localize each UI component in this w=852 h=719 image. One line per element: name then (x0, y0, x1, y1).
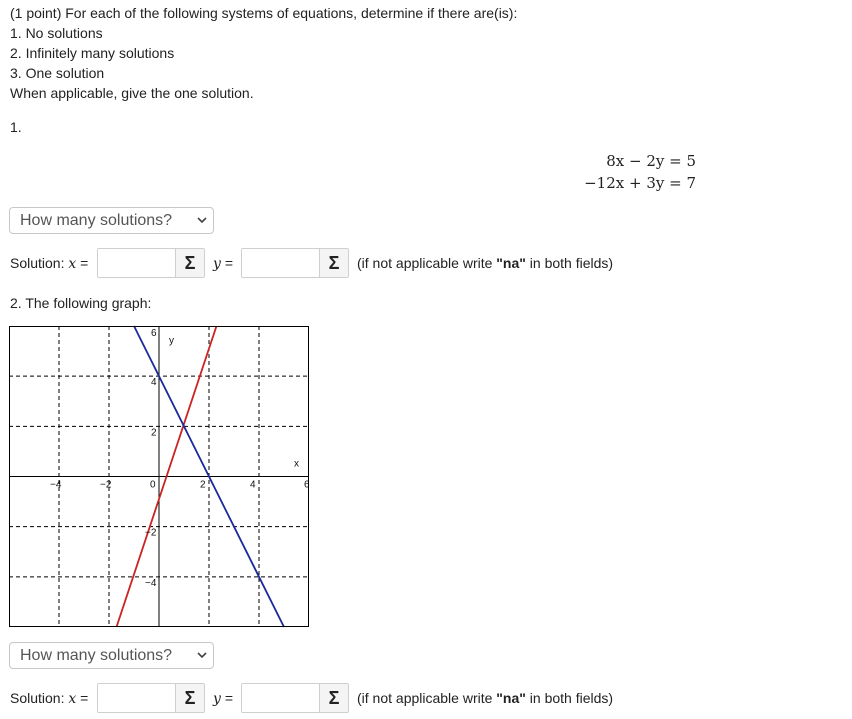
x-tick-label: 6 (304, 479, 310, 491)
graph (9, 326, 309, 627)
x-tick-label: 0 (150, 479, 156, 491)
chevron-down-icon (197, 651, 207, 659)
sigma-icon[interactable]: Σ (319, 684, 348, 712)
intro-line-4: 3. One solution (10, 65, 105, 81)
x-axis-label: x (294, 458, 299, 470)
y-answer-field-2[interactable] (241, 683, 349, 713)
x-answer-field-2[interactable] (97, 683, 205, 713)
intro-line-2: 1. No solutions (10, 25, 103, 41)
x-tick-label: 2 (200, 479, 206, 491)
sigma-icon[interactable]: Σ (319, 249, 348, 277)
y-tick-label: 6 (151, 328, 157, 339)
select-value: How many solutions? (20, 212, 173, 229)
graph-svg (9, 326, 309, 627)
intro-line-5: When applicable, give the one solution. (10, 85, 254, 101)
solution-label-2: Solution: x = (10, 690, 89, 707)
problem-1-number: 1. (10, 119, 22, 135)
x-input-1[interactable] (98, 249, 176, 277)
x-tick-label: −4 (50, 479, 62, 491)
y-input-2[interactable] (242, 684, 320, 712)
problem-2-title: 2. The following graph: (10, 295, 152, 311)
chevron-down-icon (197, 216, 207, 224)
y-answer-field-1[interactable] (241, 248, 349, 278)
x-answer-field-1[interactable] (97, 248, 205, 278)
solution-label-1: Solution: x = (10, 255, 89, 272)
y-axis-label: y (169, 335, 174, 347)
na-note-2: (if not applicable write "na" in both fields) (357, 690, 614, 706)
y-label-1: y = (213, 255, 233, 272)
y-label-2: y = (213, 690, 233, 707)
x-input-2[interactable] (98, 684, 176, 712)
na-note-1: (if not applicable write "na" in both fields) (357, 255, 614, 271)
x-tick-label: 4 (250, 479, 256, 491)
intro-line-3: 2. Infinitely many solutions (10, 45, 175, 61)
solutions-select-1[interactable] (9, 207, 214, 234)
intro-line-1: (1 point) For each of the following systems of equations, determine if there are(is): (10, 5, 518, 21)
y-input-1[interactable] (242, 249, 320, 277)
select-value: How many solutions? (20, 647, 173, 664)
equation-1: 8x − 2y = 5 (606, 152, 696, 170)
y-tick-label: 2 (151, 427, 157, 439)
sigma-icon[interactable]: Σ (175, 249, 204, 277)
y-tick-label: −4 (145, 577, 157, 589)
y-tick-label: −2 (145, 527, 157, 539)
sigma-icon[interactable]: Σ (175, 684, 204, 712)
y-tick-label: 4 (151, 377, 157, 389)
x-tick-label: −2 (100, 479, 112, 491)
equation-2: −12x + 3y = 7 (584, 174, 696, 192)
solutions-select-2[interactable] (9, 642, 214, 669)
